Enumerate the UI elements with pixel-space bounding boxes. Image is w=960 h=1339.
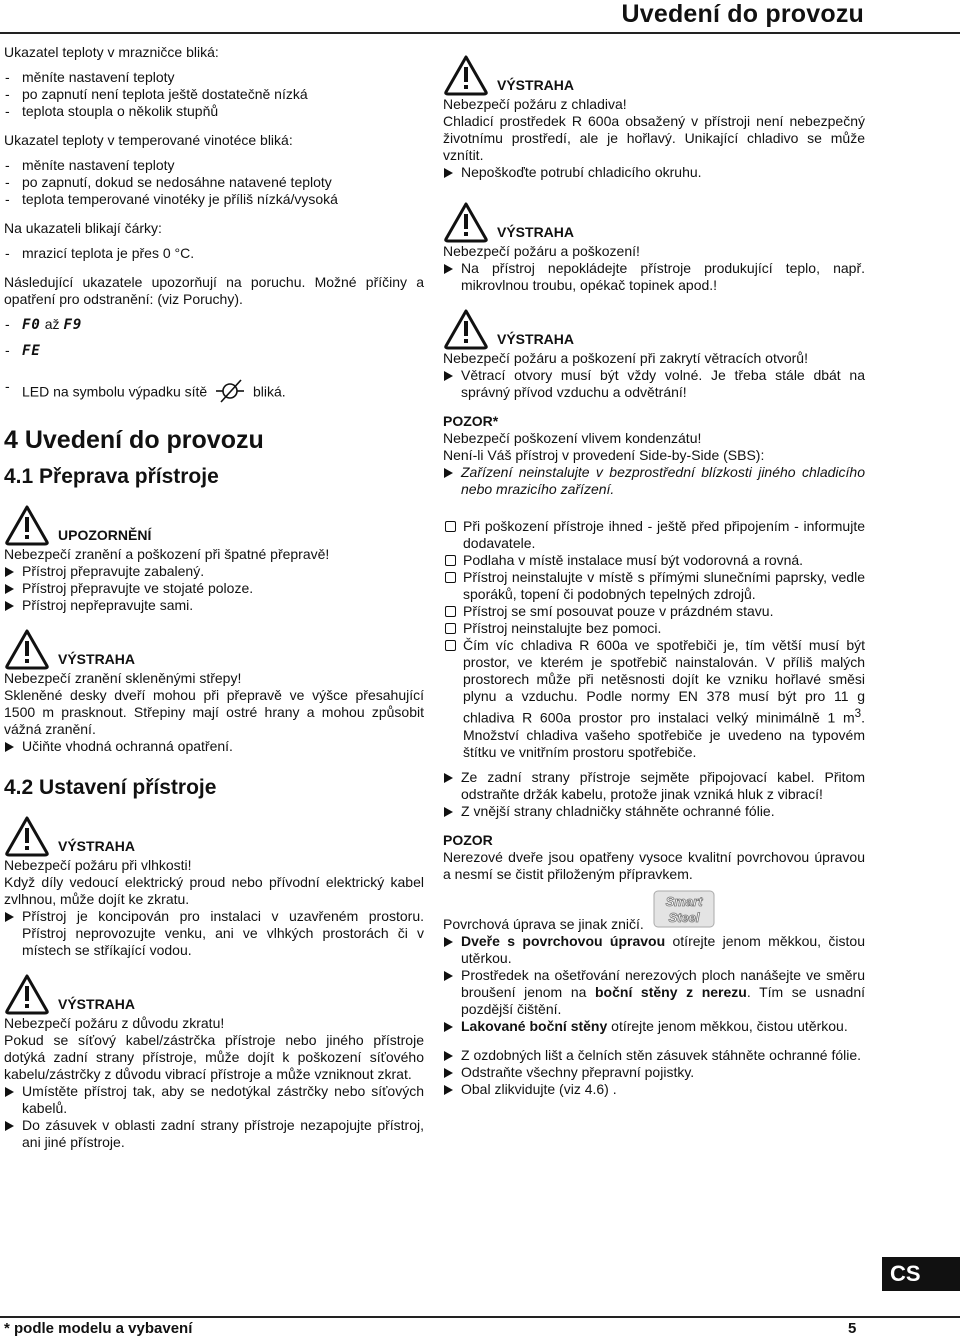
bullet-text: . Tím se usnadní pozdější čištění. — [461, 983, 866, 1017]
bullet-item: Ze zadní strany přístroje sejměte připojovací kabel. Přitom odstraňte držák kabelu, protože jinak vzniká hluk z vibrací! — [443, 769, 865, 803]
checklist-item: Podlaha v místě instalace musí být vodorovná a rovná. — [443, 552, 865, 569]
warning-text: Nebezpečí zranění skleněnými střepy! — [4, 670, 242, 686]
bullet-item: Obal zlikvidujte (viz 4.6) . — [443, 1081, 865, 1098]
bold-text: Dveře s povrchovou úpravou — [461, 932, 666, 949]
section-heading: 4 Uvedení do provozu — [4, 426, 264, 454]
subsection-heading-installation: 4.2 Ustavení přístroje — [4, 776, 217, 799]
warning-label: VÝSTRAHA — [58, 651, 136, 667]
warning-label: VÝSTRAHA — [58, 838, 136, 854]
warning-header — [443, 201, 865, 243]
bullet-item: Větrací otvory musí být vždy volné. Je třeba stále dbát na správný přívod vzduchu a odvětrání! — [443, 367, 865, 401]
caution-label: POZOR — [443, 831, 493, 848]
page-header-title: Uvedení do provozu — [621, 0, 864, 28]
smartsteel-logo — [652, 889, 716, 933]
footer-divider — [0, 1316, 960, 1318]
checklist-item: Přístroj neinstalujte v místě s přímými slunečními paprsky, vedle sporáků, topení či podobných tepelných zdrojů. — [443, 569, 865, 603]
caution-text: Nerezové dveře jsou opatřeny vysoce kvalitní povrchovou úpravou a nesmí se čistit přiloženým přípravkem. — [443, 848, 865, 882]
bullet-item: Umístěte přístroj tak, aby se nedotýkal zástrčky nebo síťových kabelů. — [4, 1083, 424, 1117]
fault-led-text: LED na symbolu výpadku sítě — [22, 383, 208, 400]
list-item: - měníte nastavení teploty — [4, 157, 424, 174]
warning-icon — [4, 973, 50, 1015]
bullet-item — [443, 967, 865, 1018]
bullet-item: Přístroj je koncipován pro instalaci v uzavřeném prostoru. Přístroj neprovozujte venku, ani ve vlhkých prostorách či v místech se stříkající vodou. — [4, 908, 424, 959]
list-item: - teplota stoupla o několik stupňů — [4, 103, 424, 120]
warning-text: Nebezpečí požáru a poškození! — [443, 243, 640, 259]
caution-label: POZOR* — [443, 413, 499, 429]
fault-code-fe: FE — [22, 343, 41, 359]
warning-text: Skleněné desky dveří mohou při přepravě ve výšce přesahující 1500 m prasknout. Střepiny mají ostré hrany a mohou způsobit vážná zranění. — [4, 687, 424, 737]
warning-label: UPOZORNĚNÍ — [58, 527, 152, 543]
warning-label: VÝSTRAHA — [497, 224, 575, 240]
surface-text: Povrchová úprava se jinak zničí. — [443, 915, 644, 932]
bullet-item: Nepoškoďte potrubí chladicího okruhu. — [443, 164, 865, 181]
bullet-item: Přístroj nepřepravujte sami. — [4, 597, 424, 614]
warning-label: VÝSTRAHA — [497, 77, 575, 93]
warning-header — [4, 973, 424, 1015]
warning-text: Pokud se síťový kabel/zástrčka přístroje nebo jiného přístroje dotýká zadní strany přístroje, může dojít k poškození síťového kabelu/zástrčky z důvodu vibrací přístroje a může vzniknout zkrat. — [4, 1032, 424, 1082]
smartsteel-logo-bottom: Steel — [668, 909, 700, 925]
bullet-item: Do zásuvek v oblasti zadní strany přístroje nezapojujte přístroj, ani jiné přístroje. — [4, 1117, 424, 1151]
fault-code-to: až — [44, 316, 60, 332]
warning-text: Nebezpečí požáru při vlhkosti! — [4, 857, 192, 873]
smartsteel-logo-top: Smart — [665, 893, 703, 909]
fault-led-blinks: bliká. — [253, 383, 286, 400]
warning-icon — [443, 54, 489, 96]
warning-header — [4, 628, 424, 670]
caution-text: Nebezpečí poškození vlivem kondenzátu! — [443, 430, 702, 446]
bullet-item: Učiňte vhodná ochranná opatření. — [4, 738, 424, 755]
warning-header — [4, 815, 424, 857]
bullet-item — [443, 933, 865, 967]
bullet-text: otírejte jenom měkkou, čistou utěrkou. — [607, 1017, 848, 1034]
warning-icon — [443, 308, 489, 350]
checklist-item: Přístroj se smí posouvat pouze v prázdném stavu. — [443, 603, 865, 620]
list-item: - po zapnutí není teplota ještě dostatečně nízká — [4, 86, 424, 103]
surface-note — [443, 889, 865, 933]
subsection-heading-transport: 4.1 Přeprava přístroje — [4, 465, 219, 488]
checklist-item: Přístroj neinstalujte bez pomoci. — [443, 620, 865, 637]
bullet-item: Odstraňte všechny přepravní pojistky. — [443, 1064, 865, 1081]
warning-icon — [443, 201, 489, 243]
warning-header — [443, 308, 865, 350]
list-item: - měníte nastavení teploty — [4, 69, 424, 86]
warning-icon — [4, 815, 50, 857]
checklist-item: Při poškození přístroje ihned - ještě před připojením - informujte dodavatele. — [443, 518, 865, 552]
left-column — [4, 44, 424, 1151]
bullet-item: Zařízení neinstalujte v bezprostřední blízkosti jiného chladicího nebo mrazicího zařízení. — [443, 464, 865, 498]
dashes-title: Na ukazateli blikají čárky: — [4, 220, 162, 236]
warning-header — [443, 54, 865, 96]
footer-note: * podle modelu a vybavení — [4, 1320, 193, 1337]
warning-icon — [4, 504, 50, 546]
bullet-item: Z vnější strany chladničky stáhněte ochranné fólie. — [443, 803, 865, 820]
warning-text: Nebezpečí požáru z důvodu zkratu! — [4, 1015, 225, 1031]
language-badge: CS — [882, 1257, 960, 1291]
page-number: 5 — [848, 1320, 857, 1337]
superscript: 3 — [854, 707, 862, 720]
caution-text: Není-li Váš přístroj v provedení Side-by-Side (SBS): — [443, 447, 765, 463]
warning-label: VÝSTRAHA — [58, 996, 136, 1012]
refrigerant-text-end: . Množství chladiva vašeho spotřebiče je uvedeno na typovém štítku ve vnitřním prostoru spotřebiče. — [463, 709, 865, 760]
fault-code-f0: F0 — [22, 317, 41, 333]
bullet-text: Prostředek na ošetřování nerezových ploch nanášejte ve směru broušení jenom na — [461, 966, 865, 1000]
freezer-indicator-title: Ukazatel teploty v mrazničce bliká: — [4, 44, 219, 60]
warning-icon — [4, 628, 50, 670]
fault-led-item — [4, 368, 424, 408]
bold-text: boční stěny z nerezu — [595, 983, 747, 1000]
right-column — [443, 44, 865, 1098]
warning-text: Nebezpečí zranění a poškození při špatné přepravě! — [4, 546, 330, 562]
fault-code-f9: F9 — [63, 317, 83, 333]
warning-text: Chladicí prostředek R 600a obsažený v přístroji není nebezpečný životnímu prostředí, ale je hořlavý. Unikající chladivo se může vznítit. — [443, 113, 865, 163]
refrigerant-text: Čím víc chladiva R 600a ve spotřebiči je, tím větší musí být prostor, ve kterém je spotřebič nainstalován. V příliš malých prostorech může při netěsnosti dojít ke vzniku hořlavé směsi plynu a vzduchu. Podle normy EN 378 musí být pro 11 g chladiva R 600a prostor pro instalaci velký minimálně 1 m — [463, 637, 865, 726]
bullet-text: otírejte jenom měkkou, čistou utěrkou. — [461, 932, 865, 966]
header-divider — [0, 32, 960, 34]
bullet-item — [443, 1018, 865, 1035]
warning-header — [4, 504, 424, 546]
fault-intro: Následující ukazatele upozorňují na poruchu. Možné příčiny a opatření pro odstranění: (viz Poruchy). — [4, 274, 424, 307]
fault-code-range — [4, 316, 424, 334]
wine-indicator-title: Ukazatel teploty v temperované vinotéce bliká: — [4, 132, 293, 148]
bullet-item: Na přístroj nepokládejte přístroje produkující teplo, např. mikrovlnou troubu, opékač topinek apod.! — [443, 260, 865, 294]
warning-text: Když díly vedoucí elektrický proud nebo přívodní elektrický kabel zvlhnou, může dojít ke zkratu. — [4, 874, 424, 907]
warning-label: VÝSTRAHA — [497, 331, 575, 347]
fault-code-fe-item — [4, 342, 424, 360]
bullet-item: Přístroj přepravujte zabalený. — [4, 563, 424, 580]
checklist-item-refrigerant — [443, 637, 865, 761]
bullet-item: Přístroj přepravujte ve stojaté poloze. — [4, 580, 424, 597]
list-item: - mrazicí teplota je přes 0 °C. — [4, 245, 424, 262]
warning-text: Nebezpečí požáru a poškození při zakrytí větracích otvorů! — [443, 350, 808, 366]
list-item: - teplota temperované vinotéky je příliš nízká/vysoká — [4, 191, 424, 208]
power-failure-icon — [213, 378, 247, 408]
bold-text: Lakované boční stěny — [461, 1017, 608, 1034]
warning-text: Nebezpečí požáru z chladiva! — [443, 96, 627, 112]
bullet-item: Z ozdobných lišt a čelních stěn zásuvek stáhněte ochranné fólie. — [443, 1047, 865, 1064]
list-item: - po zapnutí, dokud se nedosáhne natavené teploty — [4, 174, 424, 191]
